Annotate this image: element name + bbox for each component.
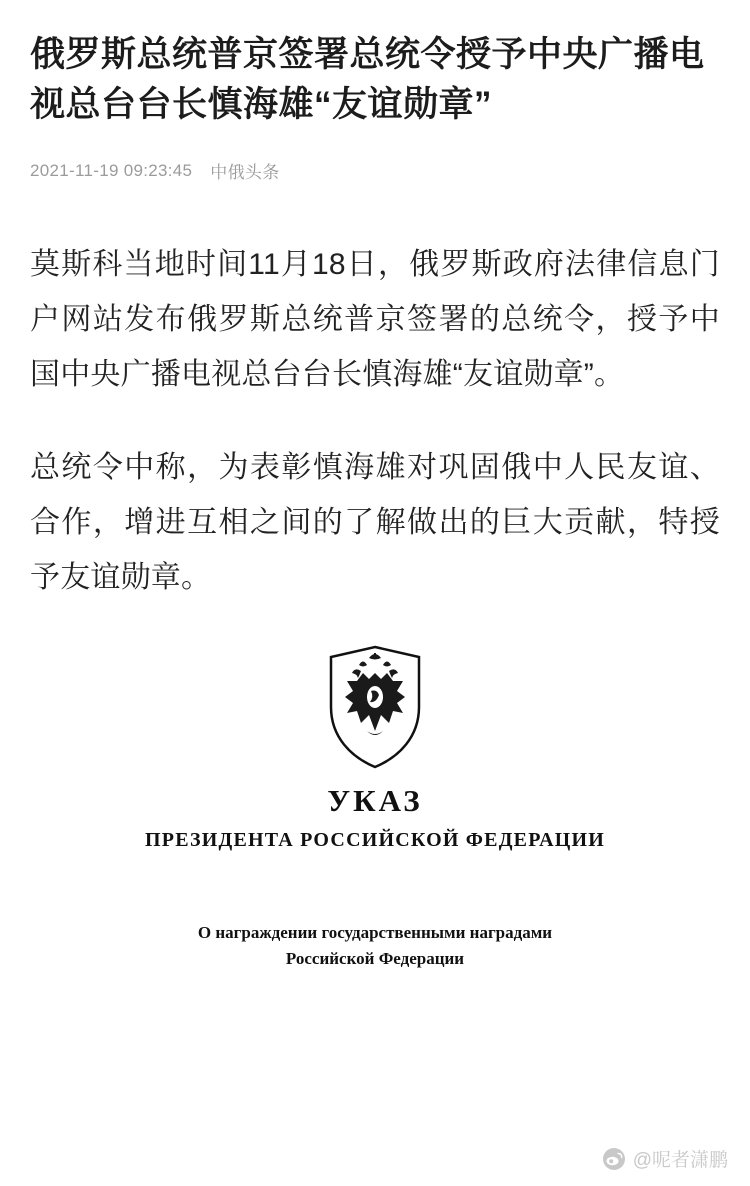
article-meta — [30, 158, 720, 183]
decree-about — [30, 920, 720, 972]
watermark-text: @呢者潇鹏 — [632, 1150, 728, 1171]
russian-coat-of-arms-icon — [323, 645, 427, 769]
decree-subtitle: ПРЕЗИДЕНТА РОССИЙСКОЙ ФЕДЕРАЦИИ — [145, 829, 605, 851]
article-paragraph: 莫斯科当地时间11月18日，俄罗斯政府法律信息门户网站发布俄罗斯总统普京签署的总统令，授予中国中央广播电视总台台长慎海雄“友谊勋章”。 — [30, 248, 720, 391]
watermark — [602, 1145, 728, 1172]
publish-timestamp: 2021-11-19 09:23:45 — [30, 160, 193, 180]
article-paragraph: 总统令中称，为表彰慎海雄对巩固俄中人民友谊、合作，增进互相之间的了解做出的巨大贡献，特授予友谊勋章。 — [30, 451, 720, 594]
article-body — [30, 237, 720, 605]
weibo-icon — [602, 1147, 626, 1171]
page-title: 俄罗斯总统普京签署总统令授予中央广播电视总台台长慎海雄“友谊勋章” — [30, 35, 705, 124]
decree-about-line-1: О награждении государственными наградами — [197, 923, 553, 942]
decree-document-image — [30, 645, 720, 972]
article-source[interactable]: 中俄头条 — [210, 163, 280, 182]
decree-title: УКАЗ — [327, 783, 423, 818]
decree-about-line-2: Российской Федерации — [285, 949, 465, 968]
